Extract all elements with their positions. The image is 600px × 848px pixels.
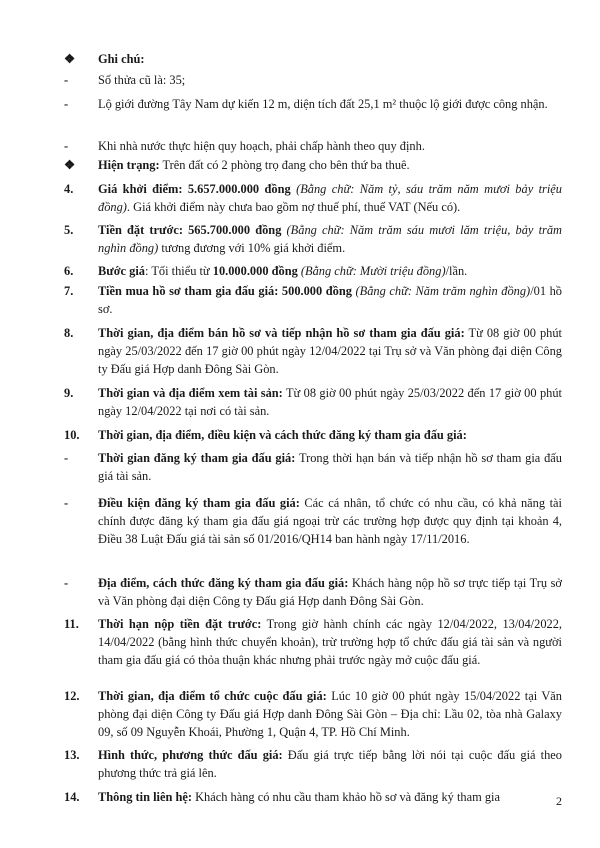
- section-12-auction-time-place: 12. Thời gian, địa điểm tổ chức cuộc đấu giá: Lúc 10 giờ 00 phút ngày 15/04/2022 tại Văn phòng đại diện Công ty Đấu giá Hợp danh Đông Sài Gòn – Địa chỉ: Lầu 02, tòa nhà Galaxy 09, số 09 Nguyễn Khoái, Phường 1, Quận 4, TP. Hồ Chí Minh.: [64, 689, 562, 739]
- section-9-asset-viewing: 9. Thời gian và địa điểm xem tài sản: Từ 08 giờ 00 phút ngày 25/03/2022 đến 17 giờ 00 phút ngày 12/04/2022 tại nơi có tài sản.: [64, 386, 562, 418]
- note-heading: ❖ Ghi chú:: [64, 52, 145, 66]
- section-10-registration: 10. Thời gian, địa điểm, điều kiện và cách thức đăng ký tham gia đấu giá:: [64, 428, 467, 442]
- section-11-deposit-deadline: 11. Thời hạn nộp tiền đặt trước: Trong giờ hành chính các ngày 12/04/2022, 13/04/2022, 14/04/2022 (bằng hình thức chuyển khoản), trừ trường hợp tổ chức đấu giá tài sản và người tham gia đấu giá có thỏa thuận khác nhưng phải trước ngày mở cuộc đấu giá.: [64, 617, 562, 667]
- section-5-deposit: 5. Tiền đặt trước: 565.700.000 đồng (Bằng chữ: Năm trăm sáu mươi lăm triệu, bảy trăm nghìn đồng) tương đương với 10% giá khởi điểm.: [64, 223, 562, 255]
- note-old-parcel: - Số thửa cũ là: 35;: [64, 73, 186, 87]
- registration-conditions: - Điều kiện đăng ký tham gia đấu giá: Các cá nhân, tổ chức có nhu cầu, có khả năng tài chính được đăng ký tham gia đấu giá ngoại trừ các trường hợp được quy định tại khoản 4, Điều 38 Luật Đấu giá tài sản số 01/2016/QH14 ban hành ngày 17/11/2016.: [64, 496, 562, 546]
- diamond-bullet-icon: ❖: [64, 52, 76, 66]
- registration-time: - Thời gian đăng ký tham gia đấu giá: Trong thời hạn bán và tiếp nhận hồ sơ tham gia đấu giá tài sản.: [64, 451, 562, 483]
- section-4-starting-price: 4. Giá khởi điểm: 5.657.000.000 đồng (Bằng chữ: Năm tỷ, sáu trăm năm mươi bảy triệu đồng). Giá khởi điểm này chưa bao gồm nợ thuế phí, thuế VAT (Nếu có).: [64, 182, 563, 214]
- section-14-contact: 14. Thông tin liên hệ: Khách hàng có nhu cầu tham khảo hồ sơ và đăng ký tham gia: [64, 790, 500, 804]
- section-7-dossier-fee: 7. Tiền mua hồ sơ tham gia đấu giá: 500.000 đồng (Bằng chữ: Năm trăm nghìn đồng)/01 hồ sơ.: [64, 284, 562, 316]
- current-status: ❖ Hiện trạng: Trên đất có 2 phòng trọ đang cho bên thứ ba thuê.: [64, 158, 410, 172]
- section-6-bid-increment: 6. Bước giá: Tối thiểu từ 10.000.000 đồng (Bằng chữ: Mười triệu đồng)/lần.: [64, 264, 468, 278]
- section-13-auction-method: 13. Hình thức, phương thức đấu giá: Đấu giá trực tiếp bằng lời nói tại cuộc đấu giá theo phương thức trả giá lên.: [64, 748, 562, 780]
- note-planning: - Khi nhà nước thực hiện quy hoạch, phải chấp hành theo quy định.: [64, 139, 425, 153]
- diamond-bullet-icon: ❖: [64, 158, 76, 172]
- note-road-boundary: - Lộ giới đường Tây Nam dự kiến 12 m, diện tích đất 25,1 m² thuộc lộ giới được công nhận.: [64, 97, 548, 111]
- registration-place-method: - Địa điểm, cách thức đăng ký tham gia đấu giá: Khách hàng nộp hồ sơ trực tiếp tại Trụ sở và Văn phòng đại diện Công ty Đấu giá Hợp danh Đông Sài Gòn.: [64, 576, 562, 608]
- page-number: 2: [556, 794, 562, 808]
- section-8-dossier-time-place: 8. Thời gian, địa điểm bán hồ sơ và tiếp nhận hồ sơ tham gia đấu giá: Từ 08 giờ 00 phút ngày 25/03/2022 đến 17 giờ 00 phút ngày 12/04/2022 tại Trụ sở và Văn phòng đại diện Công ty Đấu giá Hợp danh Đông Sài Gòn.: [64, 326, 562, 376]
